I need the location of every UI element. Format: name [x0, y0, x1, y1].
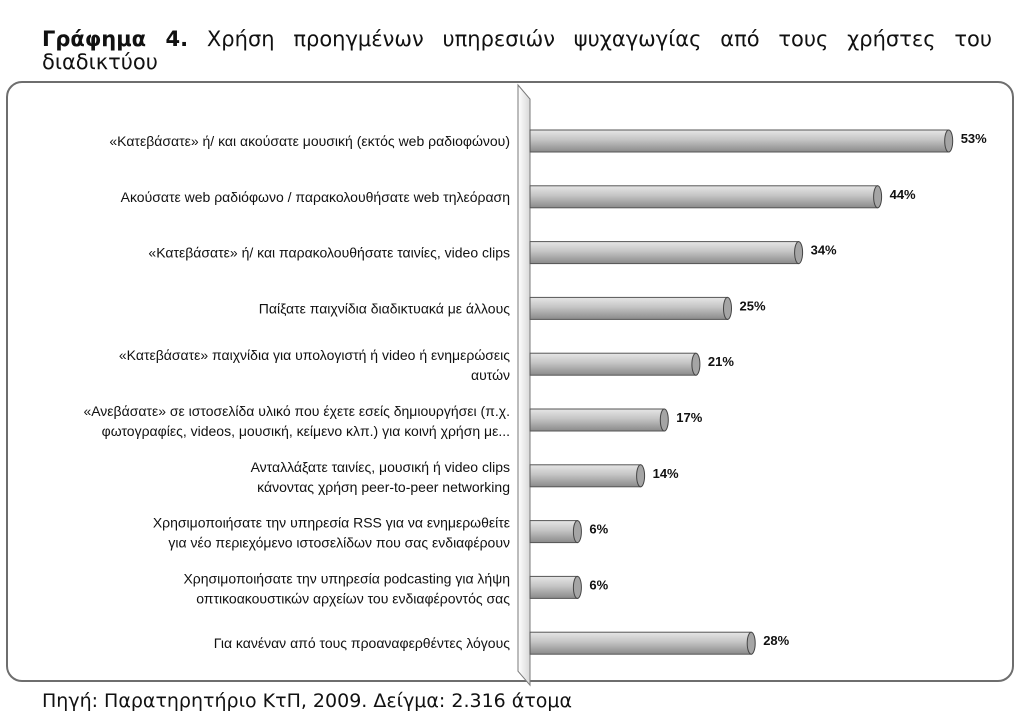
figure-number: Γράφημα 4. — [42, 27, 189, 51]
bar-cap — [945, 130, 953, 152]
value-label: 21% — [707, 354, 734, 370]
category-label — [83, 403, 510, 439]
category-label-line: Χρησιμοποιήσατε την υπηρεσία podcasting για λήψη — [183, 570, 510, 587]
category-label-line: φωτογραφίες, videos, μουσική, κείμενο κλπ.) για κοινή χρήση με... — [101, 423, 510, 439]
bar-group — [530, 465, 645, 487]
category-label — [251, 459, 510, 495]
bar-group — [530, 242, 803, 264]
bar-group — [530, 409, 668, 431]
category-label-line: για νέο περιεχόμενο ιστοσελίδων που σας ενδιαφέρουν — [168, 534, 510, 551]
bar-cap — [637, 465, 645, 487]
value-label: 53% — [960, 131, 987, 146]
bar — [530, 186, 878, 208]
bar-cap — [692, 353, 700, 375]
bar — [530, 353, 696, 375]
bar-cap — [747, 632, 755, 654]
value-label: 25% — [739, 298, 766, 314]
category-label — [121, 189, 510, 205]
category-label-line: Χρησιμοποιήσατε την υπηρεσία RSS για να ενημερωθείτε — [152, 514, 510, 531]
value-label: 17% — [676, 410, 703, 425]
category-label-line: Ακούσατε web ραδιόφωνο / παρακολουθήσατε web τηλεόραση — [120, 188, 510, 205]
category-label-line: αυτών — [470, 367, 510, 384]
category-label-line: οπτικοακουστικών αρχείων του ενδιαφέροντός σας — [196, 590, 510, 607]
category-label-line: Για κανέναν από τους προαναφερθέντες λόγους — [213, 635, 510, 652]
category-label-line: «Ανεβάσατε» σε ιστοσελίδα υλικό που έχετε εσείς δημιουργήσει (π.χ. — [83, 403, 510, 419]
category-label-line: κάνοντας χρήση peer-to-peer networking — [257, 478, 510, 495]
axis-wall — [518, 85, 530, 685]
bar-cap — [573, 576, 581, 598]
value-label: 44% — [889, 186, 916, 202]
category-label — [119, 347, 510, 383]
bar-group — [530, 576, 581, 598]
value-label: 14% — [652, 465, 679, 481]
value-label: 6% — [589, 521, 609, 537]
category-label — [148, 245, 510, 261]
bar-group — [530, 353, 700, 375]
category-label — [183, 570, 510, 606]
category-label — [214, 635, 511, 651]
value-label: 6% — [589, 577, 609, 593]
bar — [530, 242, 799, 264]
category-label — [259, 300, 510, 316]
bar-group — [530, 521, 581, 543]
category-label — [153, 515, 510, 551]
bar — [530, 465, 641, 487]
bar — [530, 576, 577, 598]
category-label-line: «Κατεβάσατε» παιχνίδια για υπολογιστή ή video ή ενημερώσεις — [118, 347, 510, 364]
bar — [530, 632, 751, 654]
bar-cap — [795, 242, 803, 264]
bar-cap — [724, 297, 732, 319]
category-label-line: «Κατεβάσατε» ή/ και παρακολουθήσατε ταινίες, video clips — [148, 244, 510, 261]
category-label-line: Παίξατε παιχνίδια διαδικτυακά με άλλους — [258, 300, 510, 317]
bar — [530, 297, 728, 319]
figure-caption: Χρήση προηγμένων υπηρεσιών ψυχαγωγίας από τους χρήστες του διαδικτύου — [42, 27, 992, 74]
bar — [530, 409, 664, 431]
value-label: 28% — [763, 633, 790, 649]
category-label-line: Ανταλλάξατε ταινίες, μουσική ή video clips — [250, 458, 510, 475]
bar-cap — [660, 409, 668, 431]
bar-group — [530, 632, 755, 654]
value-label: 34% — [810, 242, 837, 258]
category-label — [109, 133, 510, 149]
bar-group — [530, 130, 953, 152]
source-note: Πηγή: Παρατηρητήριο ΚτΠ, 2009. Δείγμα: 2.316 άτομα — [42, 690, 572, 712]
category-label-line: «Κατεβάσατε» ή/ και ακούσατε μουσική (εκτός web ραδιοφώνου) — [109, 133, 510, 149]
bar-cap — [573, 521, 581, 543]
bar — [530, 130, 949, 152]
bar-group — [530, 297, 732, 319]
bar — [530, 521, 577, 543]
bar-group — [530, 186, 882, 208]
bar-cap — [874, 186, 882, 208]
